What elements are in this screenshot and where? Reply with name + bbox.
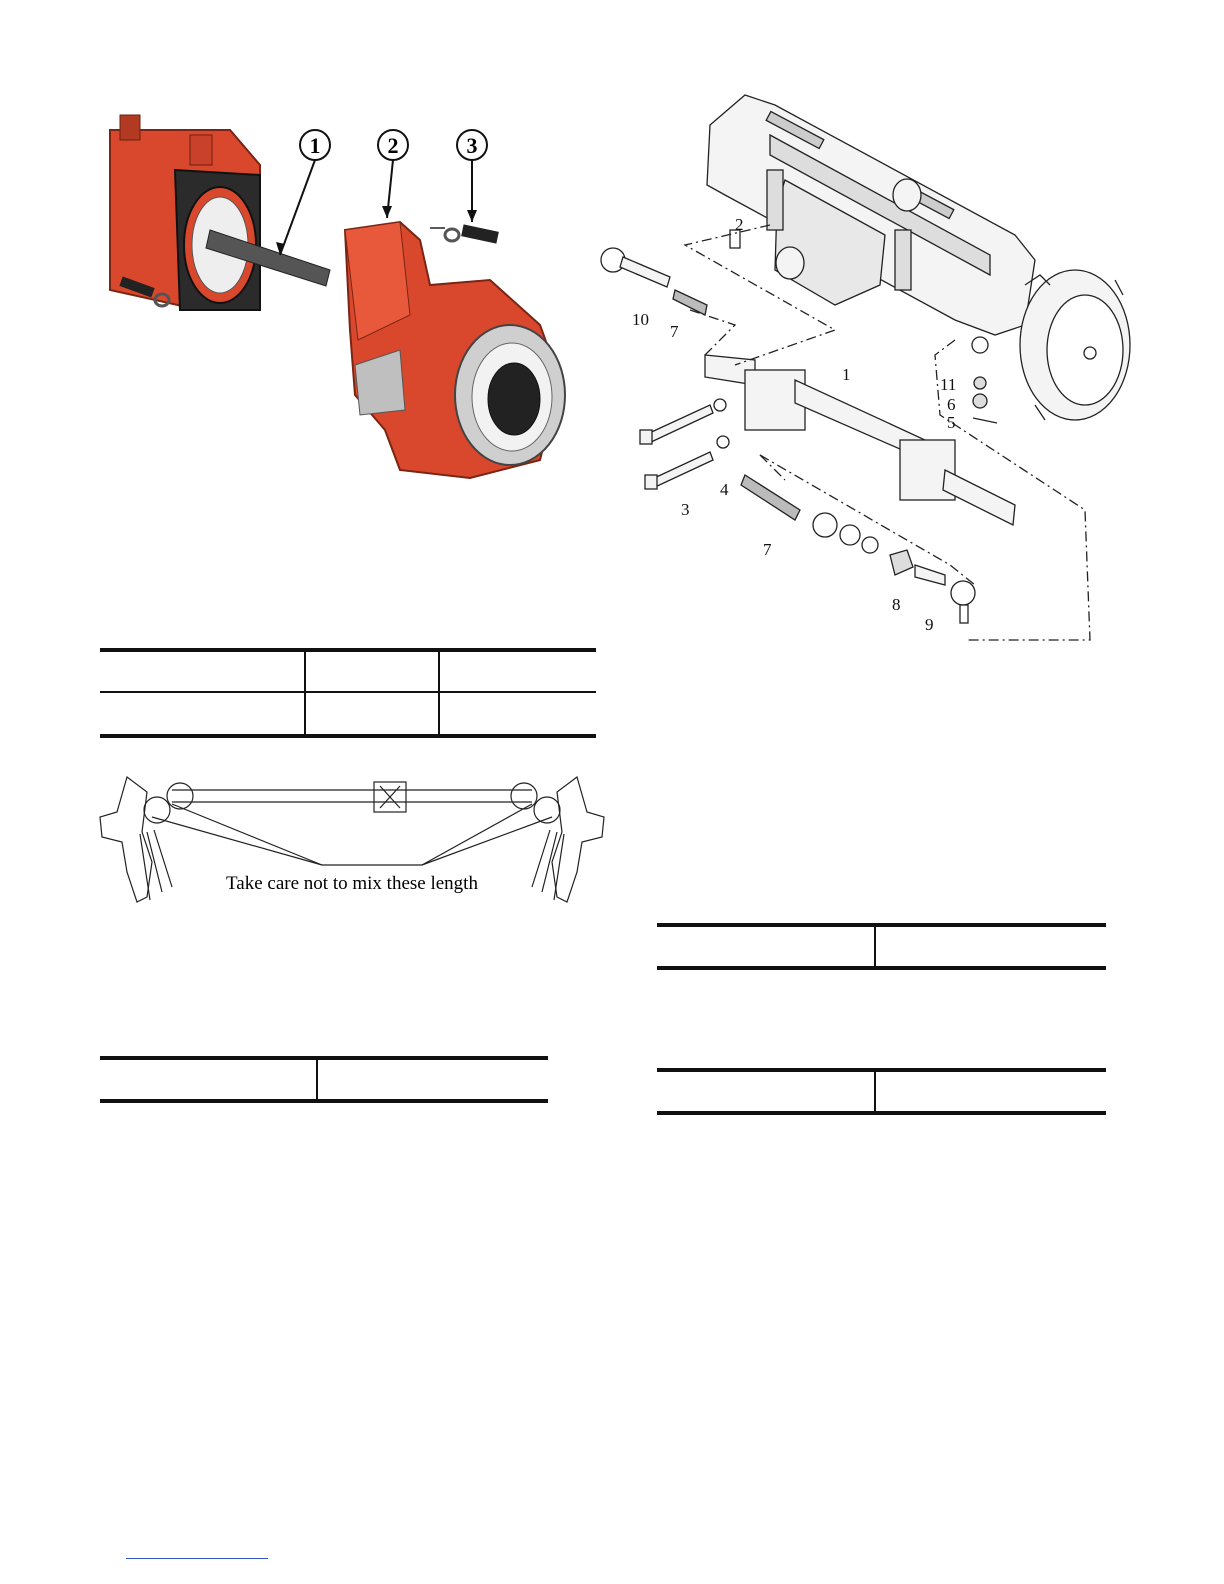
part-label-1: 1	[842, 365, 851, 384]
part-label-5: 5	[947, 413, 956, 432]
figure-tie-rod-drawing	[92, 772, 612, 917]
tie-rod-caption: Take care not to mix these length	[226, 873, 478, 894]
figure-front-axle-exploded	[595, 85, 1140, 655]
part-label-9: 9	[925, 615, 934, 634]
footnote-rule	[126, 1558, 268, 1559]
axle-housing-photo-svg	[100, 110, 580, 490]
part-label-10: 10	[632, 310, 649, 329]
figure-axle-housing-photo	[100, 110, 580, 490]
front-axle-exploded-svg	[595, 85, 1140, 655]
part-label-4: 4	[720, 480, 729, 499]
part-label-3: 3	[681, 500, 690, 519]
callout-3: 3	[466, 133, 478, 158]
tie-rod-drawing-svg	[92, 772, 612, 917]
part-label-11: 11	[940, 375, 957, 394]
callout-2: 2	[387, 133, 399, 158]
part-label-7-lower: 7	[763, 540, 772, 559]
part-label-8: 8	[892, 595, 901, 614]
part-label-7-upper: 7	[670, 322, 679, 341]
callout-1: 1	[309, 133, 321, 158]
part-label-2: 2	[735, 215, 744, 234]
part-label-6: 6	[947, 395, 956, 414]
